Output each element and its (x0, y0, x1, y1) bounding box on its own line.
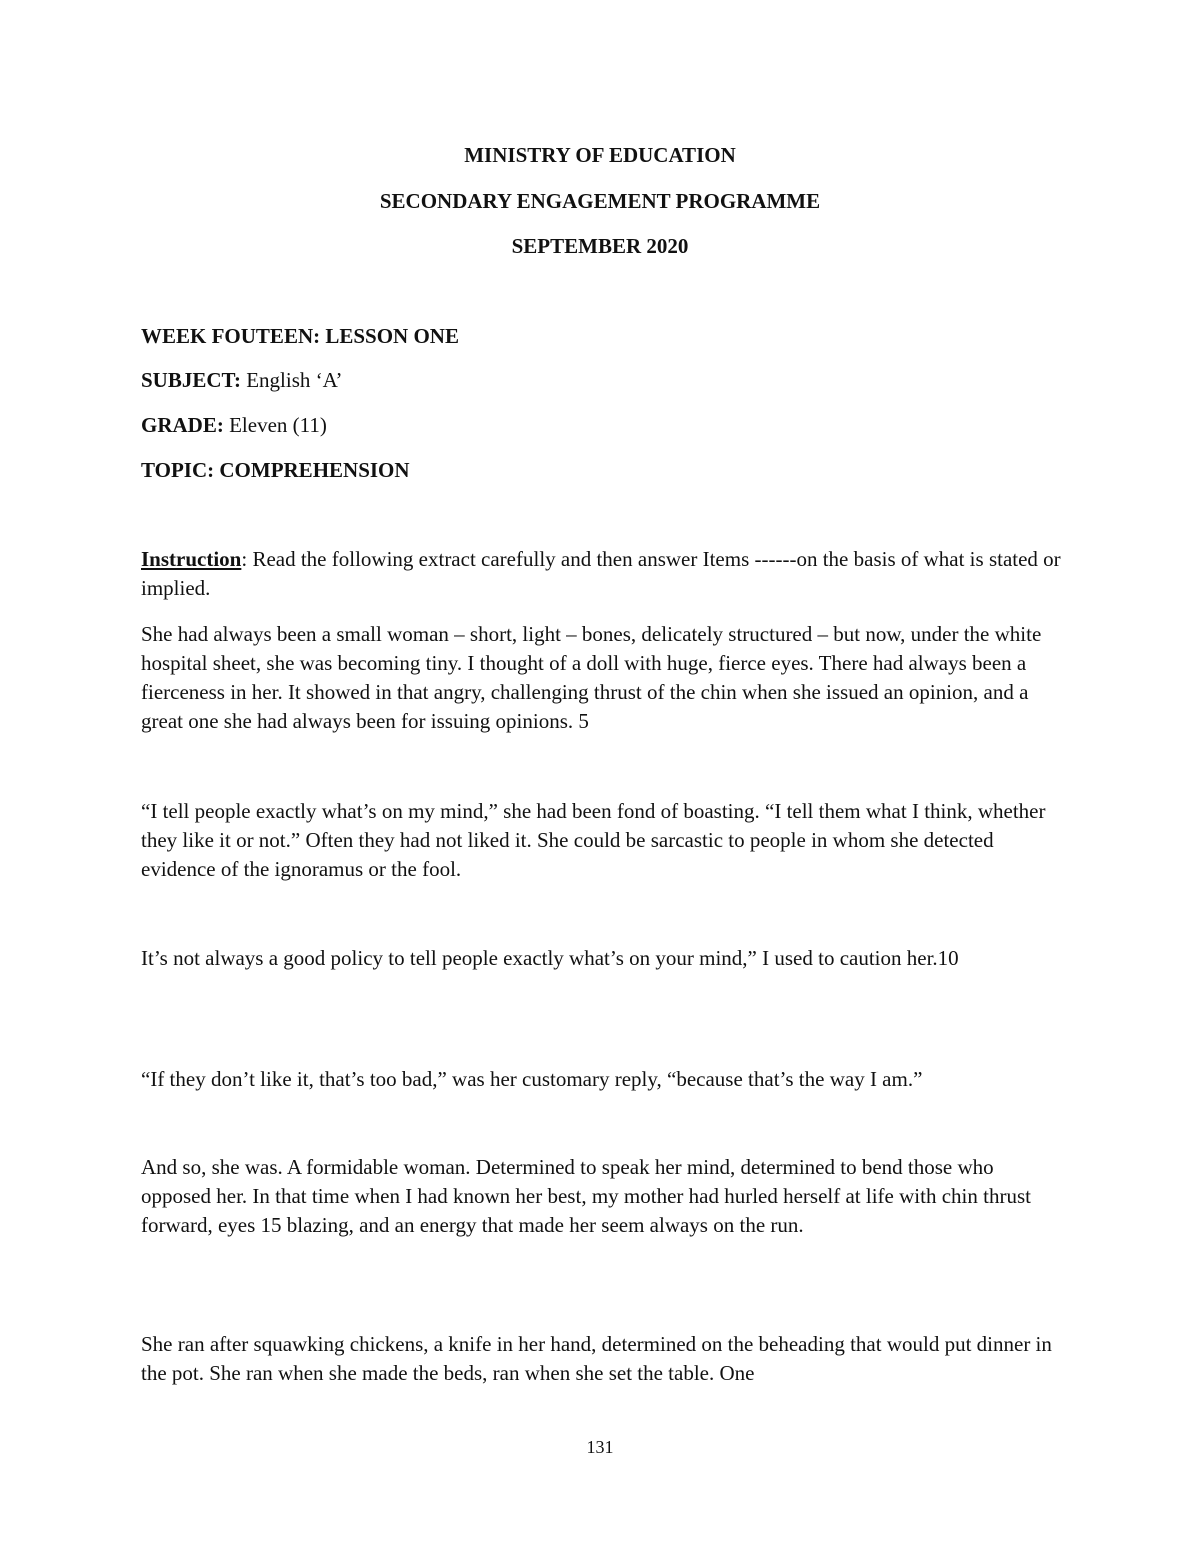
subject-line (141, 367, 342, 393)
topic-line: TOPIC: COMPREHENSION (141, 458, 410, 482)
paragraph-text: “I tell people exactly what’s on my mind,” she had been fond of boasting. “I tell them what I think, whether they like it or not.” Often they had not liked it. She could be sarcastic to people in whom she detected evidence of the ignoramus or the fool. (141, 799, 1046, 881)
subject-label: SUBJECT: (141, 368, 241, 392)
subject-value: English ‘A’ (240, 368, 343, 392)
instruction-text: : Read the following extract carefully and then answer Items ------on the basis of what is stated or implied. (141, 547, 1061, 600)
extract-paragraph-5 (141, 1153, 1066, 1240)
extract-paragraph-4 (141, 1065, 1066, 1094)
page-number: 131 (586, 1437, 614, 1457)
programme-heading: SECONDARY ENGAGEMENT PROGRAMME (379, 189, 821, 213)
paragraph-text: “If they don’t like it, that’s too bad,” was her customary reply, “because that’s the way I am.” (141, 1067, 923, 1091)
grade-value: Eleven (11) (223, 413, 327, 437)
extract-paragraph-3 (141, 944, 1066, 973)
extract-paragraph-1 (141, 620, 1066, 736)
week-lesson-line: WEEK FOUTEEN: LESSON ONE (141, 324, 459, 348)
paragraph-text: She ran after squawking chickens, a knife in her hand, determined on the beheading that would put dinner in the pot. She ran when she made the beds, ran when she set the table. One (141, 1332, 1052, 1385)
extract-paragraph-2 (141, 797, 1066, 884)
grade-line (141, 412, 327, 438)
paragraph-text: And so, she was. A formidable woman. Determined to speak her mind, determined to bend those who opposed her. In that time when I had known her best, my mother had hurled herself at life with chin thrust forward, eyes 15 blazing, and an energy that made her seem always on the run. (141, 1155, 1031, 1237)
date-heading: SEPTEMBER 2020 (511, 234, 689, 258)
grade-label: GRADE: (141, 413, 224, 437)
paragraph-text: It’s not always a good policy to tell people exactly what’s on your mind,” I used to caution her.10 (141, 946, 959, 970)
instruction-label: Instruction (141, 547, 242, 571)
extract-paragraph-6 (141, 1330, 1066, 1388)
ministry-heading: MINISTRY OF EDUCATION (464, 143, 736, 167)
paragraph-text: She had always been a small woman – short, light – bones, delicately structured – but now, under the white hospital sheet, she was becoming tiny. I thought of a doll with huge, fierce eyes. There had always been a fierceness in her. It showed in that angry, challenging thrust of the chin when she issued an opinion, and a great one she had always been for issuing opinions. 5 (141, 622, 1042, 733)
instruction-paragraph (141, 545, 1066, 603)
